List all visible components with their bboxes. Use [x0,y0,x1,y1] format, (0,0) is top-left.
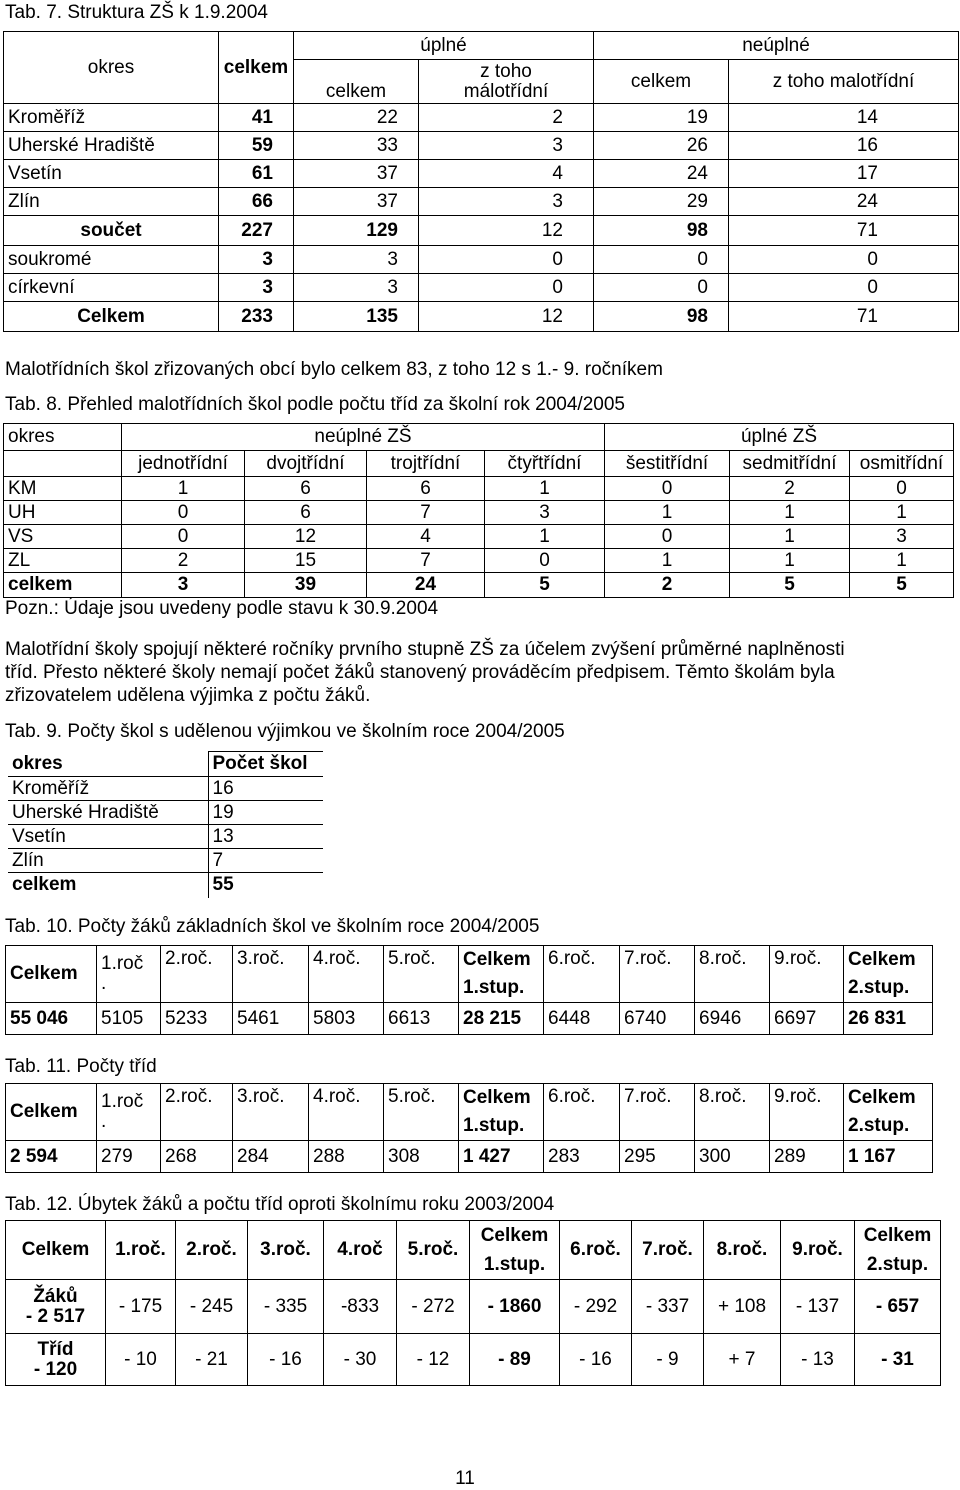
tab11-h-roc1-b: . [101,1111,107,1132]
tab8-row [4,501,954,525]
tab8-cell: VS [4,525,122,549]
tab8-cell: 0 [850,477,954,501]
tab7-cell: součet [4,216,219,246]
tab7-cell: 33 [294,132,419,160]
tab7-cell: 98 [594,216,729,246]
tab12-label-a: Žáků [33,1285,78,1307]
tab9-row [8,873,323,898]
tab10-cell: 5803 [309,1003,384,1035]
tab12-cell: - 137 [781,1280,855,1334]
tab10-h-roc6: 6.roč. [544,946,620,1003]
tab7-cell: Uherské Hradiště [4,132,219,160]
tab8-h-col: čtyřtřídní [485,451,605,477]
tab8-h-col: trojtřídní [367,451,485,477]
tab9-cell: 16 [208,777,323,801]
tab12-h-roc3: 3.roč. [248,1221,324,1280]
tab10-h-roc5: 5.roč. [384,946,459,1003]
tab12-cell: + 108 [704,1280,781,1334]
tab8-cell: 3 [485,501,605,525]
tab11-cell: 295 [620,1141,695,1173]
tab12-cell: -833 [324,1280,397,1334]
tab11-cell: 289 [770,1141,844,1173]
tab7-cell: církevní [4,274,219,302]
tab8-cell: 1 [730,549,850,573]
paragraph-line: Malotřídní školy spojují některé ročníky prvního stupně ZŠ za účelem zvýšení průměrné naplněnosti [5,639,845,660]
tab12-h-roc5: 5.roč. [397,1221,470,1280]
tab8-cell: 6 [245,477,367,501]
tab12-h-roc8: 8.roč. [704,1221,781,1280]
tab7-cell: 59 [219,132,294,160]
tab10-h-roc4: 4.roč. [309,946,384,1003]
tab11-h-roc2: 2.roč. [161,1084,233,1141]
tab11-h-celkem: Celkem [6,1084,97,1141]
tab8-cell: UH [4,501,122,525]
tab11-h-roc1 [97,1084,161,1141]
tab11-h-celkem1 [459,1084,544,1141]
tab11-cell: 300 [695,1141,770,1173]
tab11-h-roc8: 8.roč. [695,1084,770,1141]
tab7-note: Malotřídních škol zřizovaných obcí bylo celkem 83, z toho 12 s 1.- 9. ročníkem [5,359,663,380]
tab11-table [5,1083,933,1173]
tab7-cell: 98 [594,302,729,332]
tab8-cell: 1 [485,477,605,501]
paragraph-malotridni [5,638,940,707]
tab12-row-label [6,1334,106,1386]
tab11-cell: 1 167 [844,1141,933,1173]
tab11-h-roc7: 7.roč. [620,1084,695,1141]
tab10-cell: 6697 [770,1003,844,1035]
tab10-h-celkem: Celkem [6,946,97,1003]
tab10-h-roc1-b: . [101,973,107,994]
tab8-cell: 5 [730,573,850,598]
tab7-cell: 3 [294,246,419,274]
tab11-cell: 268 [161,1141,233,1173]
tab8-cell: 3 [122,573,245,598]
tab10-h-roc9: 9.roč. [770,946,844,1003]
tab11-caption: Tab. 11. Počty tříd [5,1056,157,1077]
tab11-cell: 1 427 [459,1141,544,1173]
tab7-h-uplne: úplné [294,32,594,60]
tab7-cell: 17 [729,160,959,188]
tab8-cell: 0 [122,525,245,549]
tab11-cell: 283 [544,1141,620,1173]
tab12-h-c1b: 1.stup. [483,1254,546,1275]
tab8-cell: 0 [122,501,245,525]
tab11-cell: 2 594 [6,1141,97,1173]
tab12-cell: - 272 [397,1280,470,1334]
tab12-h-roc6: 6.roč. [560,1221,632,1280]
tab9-cell: Zlín [8,849,208,873]
tab7-cell: 16 [729,132,959,160]
tab10-cell: 28 215 [459,1003,544,1035]
tab8-cell: 0 [605,525,730,549]
tab12-cell: - 175 [106,1280,176,1334]
tab8-cell: 7 [367,549,485,573]
tab8-cell: 3 [850,525,954,549]
tab7-cell: 14 [729,104,959,132]
tab12-h-celkem1 [470,1221,560,1280]
tab12-cell: - 21 [176,1334,248,1386]
tab12-cell: - 31 [855,1334,941,1386]
tab12-cell: - 1860 [470,1280,560,1334]
tab12-h-roc9: 9.roč. [781,1221,855,1280]
tab10-cell: 26 831 [844,1003,933,1035]
tab7-cell: 71 [729,302,959,332]
tab7-cell: 19 [594,104,729,132]
tab11-h-c2b: 2.stup. [848,1115,910,1136]
tab10-h-celkem2 [844,946,933,1003]
tab11-h-roc6: 6.roč. [544,1084,620,1141]
tab8-h-okres: okres [4,424,122,451]
tab10-h-roc3: 3.roč. [233,946,309,1003]
tab7-table [3,31,959,332]
tab9-row [8,801,323,825]
tab7-cell: 135 [294,302,419,332]
tab10-cell: 55 046 [6,1003,97,1035]
tab9-row [8,849,323,873]
tab7-cell: 24 [594,160,729,188]
tab8-row [4,525,954,549]
tab8-h-col: jednotřídní [122,451,245,477]
tab8-cell: ZL [4,549,122,573]
tab7-cell: 41 [219,104,294,132]
tab7-cell: 233 [219,302,294,332]
tab9-cell: 7 [208,849,323,873]
tab7-row [4,302,959,332]
tab8-row [4,549,954,573]
tab10-cell: 5233 [161,1003,233,1035]
tab11-h-roc9: 9.roč. [770,1084,844,1141]
tab10-h-roc1-a: 1.roč [101,953,144,974]
tab7-cell: 26 [594,132,729,160]
tab8-cell: 4 [367,525,485,549]
tab7-cell: Vsetín [4,160,219,188]
tab12-row [6,1334,941,1386]
tab12-row-label [6,1280,106,1334]
tab12-cell: - 335 [248,1280,324,1334]
tab10-h-roc2: 2.roč. [161,946,233,1003]
tab9-row [8,825,323,849]
tab12-cell: - 12 [397,1334,470,1386]
tab12-caption: Tab. 12. Úbytek žáků a počtu tříd oproti školnímu roku 2003/2004 [5,1194,555,1215]
tab10-h-c2b: 2.stup. [848,977,910,998]
tab8-note: Pozn.: Údaje jsou uvedeny podle stavu k 30.9.2004 [5,598,439,619]
tab12-cell: + 7 [704,1334,781,1386]
tab12-row [6,1280,941,1334]
tab7-h-ztoho-1: z toho [480,60,532,82]
tab7-h-okres: okres [4,32,219,104]
tab7-cell: 71 [729,216,959,246]
tab8-row [4,573,954,598]
tab10-table [5,945,933,1035]
tab11-cell: 308 [384,1141,459,1173]
tab7-cell: 22 [294,104,419,132]
tab7-row [4,104,959,132]
tab12-h-roc4: 4.roč [324,1221,397,1280]
tab7-cell: 29 [594,188,729,216]
tab8-cell: 5 [485,573,605,598]
tab7-cell: Celkem [4,302,219,332]
tab8-row [4,477,954,501]
tab12-cell: - 16 [560,1334,632,1386]
tab8-h-blank [4,451,122,477]
tab7-cell: 3 [294,274,419,302]
tab9-cell: 55 [208,873,323,898]
tab7-cell: 24 [729,188,959,216]
tab8-cell: 0 [605,477,730,501]
tab8-cell: 0 [485,549,605,573]
tab7-cell: 0 [729,274,959,302]
tab10-h-roc7: 7.roč. [620,946,695,1003]
tab8-cell: 1 [850,549,954,573]
tab12-cell: - 10 [106,1334,176,1386]
tab8-cell: 2 [605,573,730,598]
paragraph-line: tříd. Přesto některé školy nemají počet žáků stanovený prováděcím předpisem. Těmto školám byla [5,662,835,683]
tab10-cell: 5105 [97,1003,161,1035]
tab9-cell: 13 [208,825,323,849]
tab8-cell: 15 [245,549,367,573]
tab8-h-uplne: úplné ZŠ [605,424,954,451]
tab8-h-col: šestitřídní [605,451,730,477]
tab12-cell: - 13 [781,1334,855,1386]
tab10-cell: 6740 [620,1003,695,1035]
tab8-h-col: osmitřídní [850,451,954,477]
tab8-cell: KM [4,477,122,501]
tab7-cell: Zlín [4,188,219,216]
tab12-h-roc7: 7.roč. [632,1221,704,1280]
tab7-cell: 4 [419,160,594,188]
tab7-cell: 3 [419,132,594,160]
tab7-cell: 12 [419,216,594,246]
tab8-cell: celkem [4,573,122,598]
tab12-cell: - 245 [176,1280,248,1334]
tab7-cell: 2 [419,104,594,132]
tab8-cell: 6 [245,501,367,525]
tab7-cell: 129 [294,216,419,246]
tab8-cell: 1 [485,525,605,549]
tab8-cell: 1 [850,501,954,525]
tab7-cell: 37 [294,188,419,216]
tab12-h-celkem2 [855,1221,941,1280]
tab8-cell: 7 [367,501,485,525]
tab7-cell: 3 [419,188,594,216]
tab9-cell: Vsetín [8,825,208,849]
tab12-cell: - 337 [632,1280,704,1334]
tab12-h-c2a: Celkem [863,1225,932,1246]
tab10-h-roc1 [97,946,161,1003]
tab7-caption: Tab. 7. Struktura ZŠ k 1.9.2004 [5,2,268,23]
tab7-h-ztoho-2: málotřídní [463,80,549,102]
tab7-cell: 0 [594,246,729,274]
tab8-cell: 2 [122,549,245,573]
tab7-h-neuplne-ztoho: z toho malotřídní [729,60,959,104]
tab8-cell: 5 [850,573,954,598]
tab8-cell: 1 [605,549,730,573]
tab7-row [4,246,959,274]
tab8-cell: 1 [605,501,730,525]
tab7-cell: 37 [294,160,419,188]
tab8-cell: 39 [245,573,367,598]
tab12-cell: - 16 [248,1334,324,1386]
tab8-cell: 24 [367,573,485,598]
tab7-cell: soukromé [4,246,219,274]
tab7-cell: 0 [419,274,594,302]
tab11-h-roc3: 3.roč. [233,1084,309,1141]
tab9-cell: celkem [8,873,208,898]
tab8-h-col: sedmitřídní [730,451,850,477]
tab12-cell: - 657 [855,1280,941,1334]
tab11-cell: 288 [309,1141,384,1173]
tab8-cell: 1 [730,525,850,549]
tab10-row [6,1003,933,1035]
tab10-h-roc8: 8.roč. [695,946,770,1003]
tab11-row [6,1141,933,1173]
tab7-row [4,188,959,216]
tab12-label-a: Tříd [37,1338,74,1360]
paragraph-line: zřizovatelem udělena výjimka z počtu žáků. [5,685,371,706]
tab12-cell: - 9 [632,1334,704,1386]
tab8-h-col: dvojtřídní [245,451,367,477]
tab10-caption: Tab. 10. Počty žáků základních škol ve školním roce 2004/2005 [5,916,540,937]
tab11-h-celkem2 [844,1084,933,1141]
tab7-h-neuplne-celkem: celkem [594,60,729,104]
tab11-h-roc4: 4.roč. [309,1084,384,1141]
tab11-h-roc1-a: 1.roč [101,1091,144,1112]
tab7-cell: 0 [594,274,729,302]
tab10-h-c2a: Celkem [848,949,916,970]
tab8-cell: 1 [730,501,850,525]
tab7-cell: 0 [729,246,959,274]
tab8-cell: 2 [730,477,850,501]
tab7-cell: 61 [219,160,294,188]
tab9-row [8,777,323,801]
tab12-cell: - 30 [324,1334,397,1386]
tab9-cell: Uherské Hradiště [8,801,208,825]
tab9-cell: 19 [208,801,323,825]
tab12-h-celkem: Celkem [6,1221,106,1280]
tab7-cell: 3 [219,274,294,302]
page-number: 11 [455,1468,475,1489]
tab7-cell: 66 [219,188,294,216]
tab7-h-celkem: celkem [219,32,294,104]
tab7-h-neuplne: neúplné [594,32,959,60]
tab12-label-b: - 2 517 [25,1305,86,1327]
tab10-cell: 6448 [544,1003,620,1035]
tab8-cell: 1 [122,477,245,501]
tab9-h-okres: okres [8,752,208,777]
tab7-cell: Kroměříž [4,104,219,132]
tab11-h-c1b: 1.stup. [463,1115,525,1136]
tab11-cell: 284 [233,1141,309,1173]
tab7-cell: 12 [419,302,594,332]
tab12-h-c1a: Celkem [480,1225,549,1246]
tab7-cell: 3 [219,246,294,274]
tab9-caption: Tab. 9. Počty škol s udělenou výjimkou ve školním roce 2004/2005 [5,721,565,742]
tab10-cell: 5461 [233,1003,309,1035]
tab8-cell: 12 [245,525,367,549]
tab11-h-c1a: Celkem [463,1087,531,1108]
tab7-row [4,132,959,160]
tab10-h-c1b: 1.stup. [463,977,525,998]
tab11-cell: 279 [97,1141,161,1173]
tab7-row [4,274,959,302]
tab10-cell: 6613 [384,1003,459,1035]
tab12-cell: - 292 [560,1280,632,1334]
tab8-caption: Tab. 8. Přehled malotřídních škol podle počtu tříd za školní rok 2004/2005 [5,394,625,415]
tab11-h-c2a: Celkem [848,1087,916,1108]
tab10-h-c1a: Celkem [463,949,531,970]
tab9-cell: Kroměříž [8,777,208,801]
tab10-h-celkem1 [459,946,544,1003]
tab12-cell: - 89 [470,1334,560,1386]
tab12-label-b: - 120 [33,1358,78,1380]
tab7-row [4,160,959,188]
tab12-h-roc1: 1.roč. [106,1221,176,1280]
tab7-row [4,216,959,246]
tab7-h-uplne-celkem: celkem [294,60,419,104]
tab9-h-pocet: Počet škol [208,752,323,777]
tab11-h-roc5: 5.roč. [384,1084,459,1141]
tab7-cell: 227 [219,216,294,246]
tab12-h-c2b: 2.stup. [866,1254,929,1275]
tab8-table [3,423,954,598]
tab9-table [8,751,323,898]
tab12-table [5,1220,941,1386]
tab8-cell: 6 [367,477,485,501]
tab12-h-roc2: 2.roč. [176,1221,248,1280]
tab8-h-neuplne: neúplné ZŠ [122,424,605,451]
tab7-cell: 0 [419,246,594,274]
tab7-h-uplne-ztoho [419,60,594,104]
tab10-cell: 6946 [695,1003,770,1035]
